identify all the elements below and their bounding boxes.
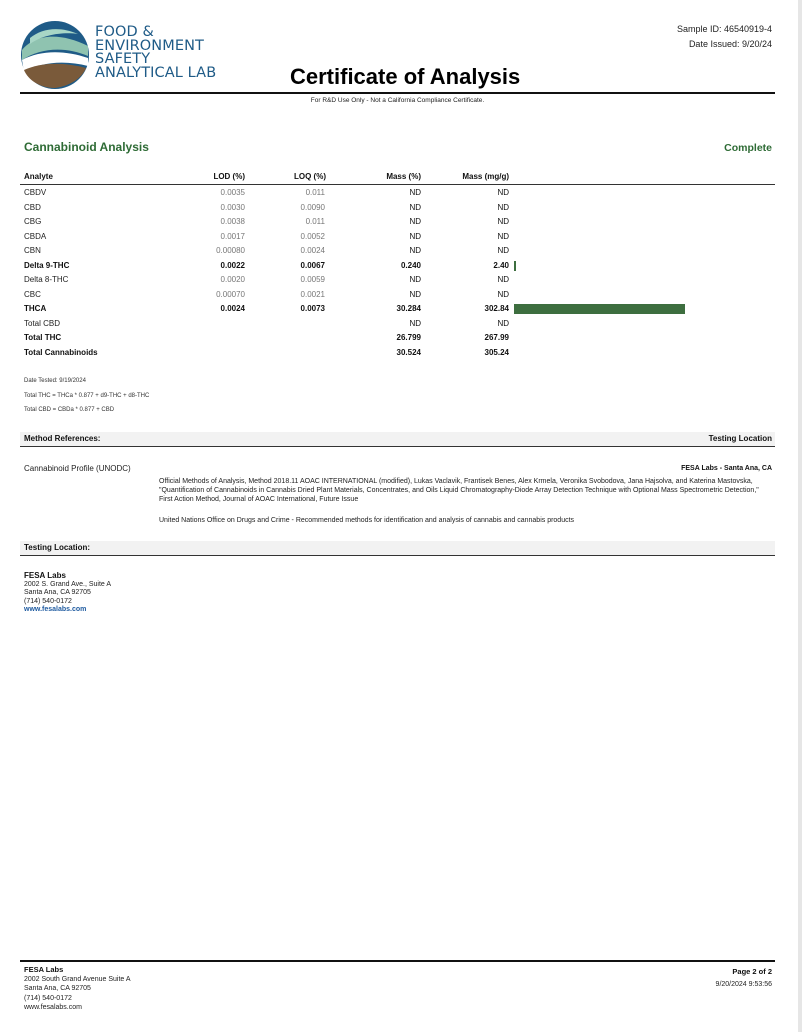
mass-percent-value: ND: [409, 217, 421, 226]
mass-mgg-value: ND: [497, 231, 509, 241]
mass-percent-value: 0.240: [400, 260, 421, 270]
loq-value: 0.0073: [300, 304, 325, 313]
column-header-analyte: Analyte: [24, 172, 53, 181]
loq-value: 0.0059: [300, 275, 325, 284]
website-link[interactable]: www.fesalabs.com: [24, 606, 87, 613]
table-row: [20, 186, 775, 201]
lab-name: FESA Labs: [24, 571, 66, 580]
mass-bar: [514, 261, 516, 271]
footer-divider: [20, 960, 775, 962]
testing-location-heading: Testing Location:: [24, 543, 91, 552]
mass-percent-value: ND: [409, 318, 421, 328]
table-row: [20, 259, 775, 274]
mass-percent-value: ND: [409, 188, 421, 197]
page-number: Page 2 of 2: [732, 967, 772, 976]
analyte-name: Total CBD: [24, 318, 61, 328]
testing-location-band: [20, 541, 775, 556]
table-row: [20, 244, 775, 259]
mass-mgg-value: ND: [497, 217, 509, 226]
loq-value: 0.011: [305, 217, 325, 226]
table-row: [20, 317, 775, 332]
mass-mgg-value: 267.99: [484, 333, 509, 342]
table-row: [20, 331, 775, 346]
mass-percent-value: ND: [409, 275, 421, 284]
mass-percent-value: ND: [409, 202, 421, 212]
footer-address-line: 2002 South Grand Avenue Suite A: [24, 975, 131, 983]
lod-value: 0.0038: [220, 217, 245, 226]
table-row: [20, 201, 775, 216]
column-header-lod: LOD (%): [213, 172, 245, 181]
logo-line: FOOD &: [95, 24, 154, 40]
footer-website: www.fesalabs.com: [24, 1004, 82, 1011]
lod-value: 0.0030: [220, 202, 245, 212]
mass-mgg-value: 2.40: [493, 260, 509, 270]
address-line: 2002 S. Grand Ave., Suite A: [24, 580, 112, 588]
loq-value: 0.0067: [300, 260, 325, 270]
address-line: Santa Ana, CA 92705: [24, 589, 91, 596]
mass-mgg-value: ND: [497, 202, 509, 212]
lod-value: 0.00080: [216, 246, 245, 255]
testing-location-label: Testing Location: [708, 434, 772, 443]
mass-bar: [514, 304, 685, 314]
lod-value: 0.0017: [220, 231, 245, 241]
date-tested: Date Tested: 9/19/2024: [24, 378, 86, 384]
analyte-name: CBN: [24, 246, 41, 255]
loq-value: 0.0052: [300, 231, 325, 241]
mass-mgg-value: 305.24: [484, 347, 509, 357]
analyte-name: CBDA: [24, 231, 47, 241]
footer-timestamp: 9/20/2024 9:53:56: [715, 981, 772, 988]
section-title: Cannabinoid Analysis: [24, 140, 149, 154]
analyte-name: CBG: [24, 217, 42, 226]
lod-value: 0.0020: [220, 275, 245, 284]
mass-percent-value: 30.524: [396, 347, 421, 357]
analyte-name: CBC: [24, 289, 41, 299]
phone-number: (714) 540-0172: [24, 597, 72, 605]
lod-value: 0.0022: [220, 260, 245, 270]
status-badge: Complete: [724, 142, 772, 154]
sample-id: Sample ID: 46540919-4: [676, 24, 772, 34]
total-thc-formula: Total THC = THCa * 0.877 + d9-THC + d8-THC: [24, 393, 150, 399]
method-location: FESA Labs - Santa Ana, CA: [681, 465, 772, 472]
mass-percent-value: 26.799: [396, 333, 421, 342]
mass-percent-value: ND: [409, 289, 421, 299]
total-cbd-formula: Total CBD = CBDa * 0.877 + CBD: [24, 407, 115, 413]
sample-info: [677, 22, 772, 52]
method-reference-unodc: United Nations Office on Drugs and Crime - Recommended methods for identification and analysis of cannabis and cannabis products: [159, 517, 575, 524]
analyte-name: Total Cannabinoids: [24, 347, 98, 357]
mass-mgg-value: ND: [497, 318, 509, 328]
lod-value: 0.00070: [216, 289, 245, 299]
analyte-name: THCA: [24, 304, 47, 313]
mass-mgg-value: ND: [497, 289, 509, 299]
testing-location-address: [24, 572, 111, 615]
analyte-name: Delta 9-THC: [24, 260, 70, 270]
date-issued: Date Issued: 9/20/24: [688, 39, 772, 49]
analyte-name: CBDV: [24, 188, 47, 197]
mass-percent-value: 30.284: [396, 304, 421, 313]
table-row: [20, 273, 775, 288]
method-reference-aoac: Official Methods of Analysis, Method 2018.11 AOAC INTERNATIONAL (modified), Lukas Vaclavik, Frantisek Benes, Alex Krmela, Veronika Svobodova, Jana Hajsolva, and Katerina Mastovska, "Quantification of Cannabinoids in Cannabis Dried Plant Materials, Concentrates, and Oils Liquid Chromatography-Diode Array Detection Technique with Optional Mass Spectrometric Detection," First Action Method, Journal of AOAC International, Future Issue: [159, 478, 759, 503]
table-row: [20, 346, 775, 361]
loq-value: 0.011: [305, 188, 325, 197]
lod-value: 0.0035: [220, 188, 245, 197]
disclaimer: For R&D Use Only - Not a California Compliance Certificate.: [310, 97, 485, 104]
mass-percent-value: ND: [409, 246, 421, 255]
page-edge: [798, 0, 802, 1032]
page-title: Certificate of Analysis: [290, 64, 521, 89]
footer-page-info: [716, 965, 772, 991]
logo-line: ANALYTICAL LAB: [95, 64, 217, 81]
analyte-name: CBD: [24, 202, 41, 212]
mass-mgg-value: ND: [497, 275, 509, 284]
analyte-name: Delta 8-THC: [24, 275, 69, 284]
table-header-divider: [20, 184, 775, 185]
method-name: Cannabinoid Profile (UNODC): [24, 464, 131, 473]
loq-value: 0.0021: [300, 289, 325, 299]
column-header-mass-percent: Mass (%): [386, 172, 421, 181]
footer-phone: (714) 540-0172: [24, 994, 72, 1002]
footer-address: [24, 965, 131, 1013]
column-header-mass-mgg: Mass (mg/g): [462, 172, 509, 181]
table-row: [20, 302, 775, 317]
loq-value: 0.0024: [300, 246, 325, 255]
mass-mgg-value: ND: [497, 246, 509, 255]
lab-logo-text: [95, 26, 216, 80]
lod-value: 0.0024: [220, 304, 245, 313]
logo-line: SAFETY: [95, 51, 151, 67]
table-row: [20, 230, 775, 245]
mass-mgg-value: ND: [497, 188, 509, 197]
method-references-band: [20, 432, 775, 447]
footer-lab-name: FESA Labs: [24, 965, 64, 974]
lab-logo-icon: [20, 20, 90, 90]
column-header-loq: LOQ (%): [294, 172, 326, 181]
mass-mgg-value: 302.84: [484, 304, 509, 313]
table-row: [20, 288, 775, 303]
mass-percent-value: ND: [409, 231, 421, 241]
footer-address-line: Santa Ana, CA 92705: [24, 985, 91, 992]
loq-value: 0.0090: [300, 202, 325, 212]
logo-line: ENVIRONMENT: [95, 37, 205, 54]
table-row: [20, 215, 775, 230]
analyte-name: Total THC: [24, 333, 62, 342]
header-divider: [20, 92, 775, 94]
method-references-label: Method References:: [24, 434, 101, 443]
